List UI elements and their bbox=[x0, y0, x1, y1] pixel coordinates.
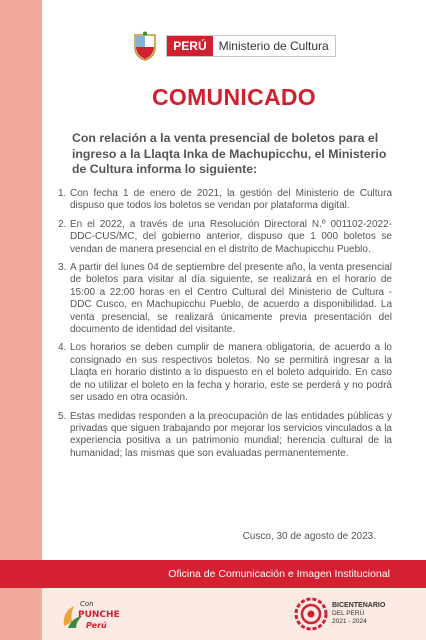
item-text: A partir del lunes 04 de septiembre del presente año, la venta presencial de boletos para visitar al día siguiente, se realizará en el horario de 15:00 a 22:00 horas en el Centro Cultural del Ministerio de Cultura - DDC Cusco, en Machupicchu Pueblo, de acuerdo a disponibilidad. La venta presencial, se realizará únicamente previa presentación del documento de identidad del visitante. bbox=[70, 262, 392, 336]
list-item bbox=[58, 219, 392, 256]
list-item bbox=[58, 411, 392, 461]
brand-ministry-label: Ministerio de Cultura bbox=[213, 36, 335, 56]
item-number: 3. bbox=[58, 262, 67, 274]
item-text: Estas medidas responden a la preocupación de las entidades públicas y privadas que siguen trabajando por mejorar los servicios vinculados a la experiencia positiva a un patrimonio mundial; herencia cultural de la humanidad; las mismas que son evaluadas permanentemente. bbox=[70, 410, 392, 459]
bicentenario-line-2: DEL PERÚ bbox=[332, 610, 365, 617]
brand-peru-label: PERÚ bbox=[167, 36, 212, 56]
item-number: 2. bbox=[58, 218, 67, 230]
bicentenario-line-1: BICENTENARIO bbox=[332, 602, 386, 609]
list-item bbox=[58, 342, 392, 404]
footer-bar bbox=[0, 560, 426, 588]
office-name: Oficina de Comunicación e Imagen Institucional bbox=[168, 568, 390, 580]
intro-paragraph: Con relación a la venta presencial de boletos para el ingreso a la Llaqta Inka de Machupicchu, el Ministerio de Cultura informa lo siguiente: bbox=[72, 131, 387, 176]
ministry-brand-logo bbox=[166, 35, 335, 57]
coat-of-arms-icon bbox=[132, 31, 158, 61]
item-text: En el 2022, a través de una Resolución Directoral N.º 001102-2022-DDC-CUS/MC, del gobierno anterior, dispuso que 1 000 boletos se vendan de manera presencial en el distrito de Machupicchu Pueblo. bbox=[70, 218, 392, 255]
logo-word-punche: PUNCHE bbox=[78, 610, 120, 620]
ministry-header bbox=[42, 22, 426, 70]
logo-word-con: Con bbox=[80, 600, 94, 608]
list-item bbox=[58, 262, 392, 336]
date-line: Cusco, 30 de agosto de 2023. bbox=[242, 531, 376, 542]
con-punche-peru-logo bbox=[58, 596, 122, 634]
bicentenario-logo bbox=[294, 594, 404, 634]
bicentenario-line-3: 2021 - 2024 bbox=[332, 618, 367, 625]
logo-word-peru: Perú bbox=[86, 621, 107, 630]
item-number: 4. bbox=[58, 342, 67, 354]
list-item bbox=[58, 188, 392, 213]
item-text: Con fecha 1 de enero de 2021, la gestión del Ministerio de Cultura dispuso que todos los boletos se vendan por plataforma digital. bbox=[70, 188, 392, 212]
item-number: 5. bbox=[58, 410, 67, 422]
bicentenario-text bbox=[332, 602, 385, 626]
left-decorative-band bbox=[0, 0, 42, 640]
bicentenario-emblem-icon bbox=[294, 597, 328, 631]
item-text: Los horarios se deben cumplir de manera obligatoria, de acuerdo a lo consignado en sus respectivos boletos. No se permitirá ingresar a la Llaqta en horario distinto a lo dispuesto en el boleto adquirido. En caso de no utilizar el boleto en la fecha y horario, este se perderá y no podrá ser usado en otra ocasión. bbox=[70, 342, 392, 404]
communique-card bbox=[42, 0, 426, 560]
numbered-list bbox=[58, 188, 392, 466]
item-number: 1. bbox=[58, 188, 67, 199]
page-title: COMUNICADO bbox=[152, 84, 316, 110]
